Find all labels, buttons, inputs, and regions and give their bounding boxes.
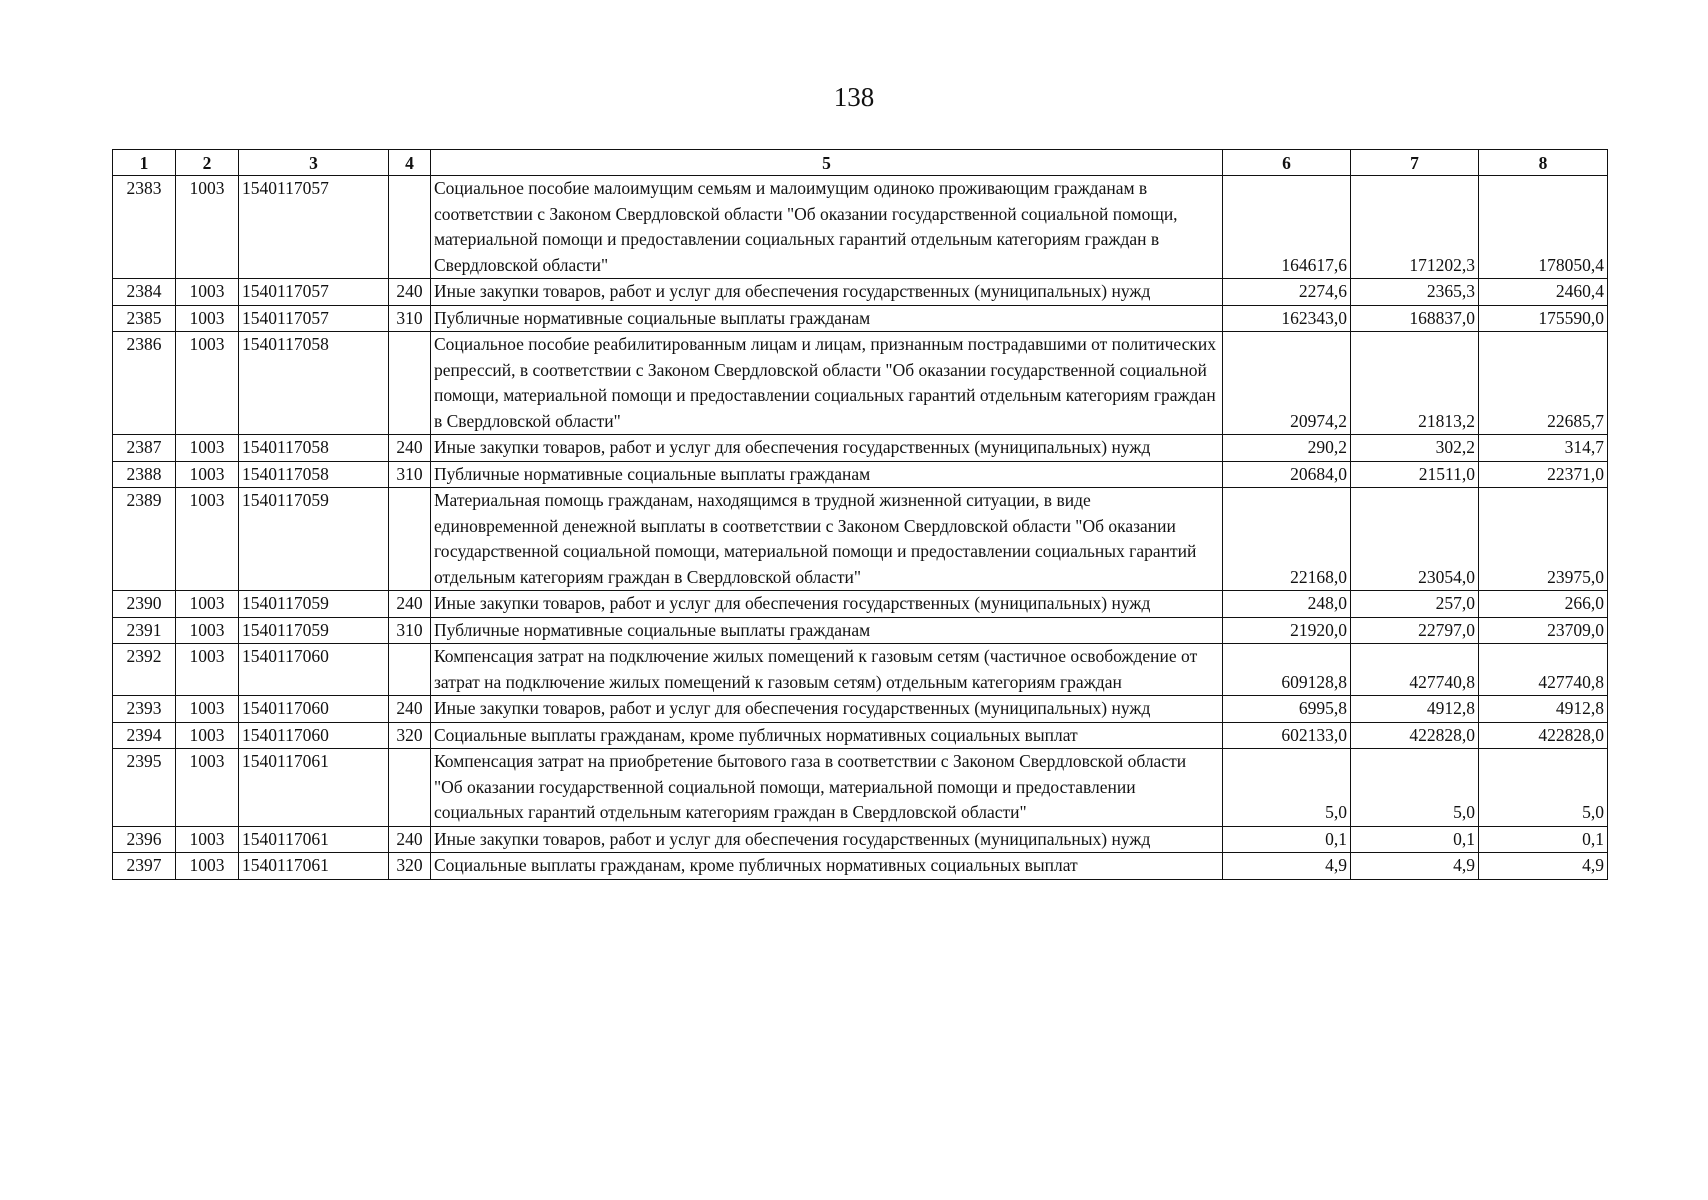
row-number-cell: 2390 — [113, 591, 176, 618]
table-row — [113, 279, 1608, 306]
target-article-cell: 1540117061 — [239, 749, 389, 827]
section-code-cell: 1003 — [176, 644, 239, 696]
amount-col8-cell: 23709,0 — [1479, 617, 1608, 644]
section-code-cell: 1003 — [176, 591, 239, 618]
amount-col6-cell: 4,9 — [1223, 853, 1351, 880]
row-number-cell: 2391 — [113, 617, 176, 644]
table-row — [113, 435, 1608, 462]
header-cell: 3 — [239, 150, 389, 176]
expense-kind-cell: 320 — [389, 853, 431, 880]
amount-col6-cell: 0,1 — [1223, 826, 1351, 853]
row-number-cell: 2393 — [113, 696, 176, 723]
row-number-cell: 2389 — [113, 488, 176, 591]
item-name-cell: Социальные выплаты гражданам, кроме публичных нормативных социальных выплат — [431, 722, 1223, 749]
section-code-cell: 1003 — [176, 176, 239, 279]
item-name-cell: Публичные нормативные социальные выплаты гражданам — [431, 461, 1223, 488]
item-name-cell: Иные закупки товаров, работ и услуг для обеспечения государственных (муниципальных) нужд — [431, 435, 1223, 462]
amount-col8-cell: 266,0 — [1479, 591, 1608, 618]
amount-col6-cell: 609128,8 — [1223, 644, 1351, 696]
amount-col7-cell: 2365,3 — [1351, 279, 1479, 306]
item-name-cell: Социальное пособие малоимущим семьям и малоимущим одиноко проживающим гражданам в соответствии с Законом Свердловской области "Об оказании государственной социальной помощи, материальной помощи и предоставлении социальных гарантий отдельным категориям граждан в Свердловской области" — [431, 176, 1223, 279]
table-row — [113, 305, 1608, 332]
amount-col7-cell: 22797,0 — [1351, 617, 1479, 644]
section-code-cell: 1003 — [176, 461, 239, 488]
amount-col8-cell: 2460,4 — [1479, 279, 1608, 306]
amount-col8-cell: 4,9 — [1479, 853, 1608, 880]
row-number-cell: 2392 — [113, 644, 176, 696]
table-row — [113, 722, 1608, 749]
amount-col6-cell: 22168,0 — [1223, 488, 1351, 591]
header-cell: 6 — [1223, 150, 1351, 176]
target-article-cell: 1540117057 — [239, 305, 389, 332]
table-row — [113, 176, 1608, 279]
section-code-cell: 1003 — [176, 435, 239, 462]
section-code-cell: 1003 — [176, 749, 239, 827]
expense-kind-cell: 320 — [389, 722, 431, 749]
header-cell: 1 — [113, 150, 176, 176]
item-name-cell: Социальные выплаты гражданам, кроме публичных нормативных социальных выплат — [431, 853, 1223, 880]
table-row — [113, 461, 1608, 488]
item-name-cell: Компенсация затрат на подключение жилых помещений к газовым сетям (частичное освобождение от затрат на подключение жилых помещений к газовым сетям) отдельным категориям граждан — [431, 644, 1223, 696]
expense-kind-cell — [389, 332, 431, 435]
header-cell: 4 — [389, 150, 431, 176]
target-article-cell: 1540117059 — [239, 488, 389, 591]
row-number-cell: 2394 — [113, 722, 176, 749]
table-row — [113, 644, 1608, 696]
amount-col8-cell: 422828,0 — [1479, 722, 1608, 749]
target-article-cell: 1540117058 — [239, 332, 389, 435]
row-number-cell: 2395 — [113, 749, 176, 827]
amount-col6-cell: 20974,2 — [1223, 332, 1351, 435]
row-number-cell: 2388 — [113, 461, 176, 488]
amount-col7-cell: 4,9 — [1351, 853, 1479, 880]
amount-col8-cell: 4912,8 — [1479, 696, 1608, 723]
expense-kind-cell: 240 — [389, 591, 431, 618]
expense-kind-cell: 310 — [389, 617, 431, 644]
expense-kind-cell: 310 — [389, 461, 431, 488]
page-number: 138 — [833, 82, 875, 112]
table-row — [113, 591, 1608, 618]
target-article-cell: 1540117060 — [239, 644, 389, 696]
amount-col8-cell: 427740,8 — [1479, 644, 1608, 696]
amount-col7-cell: 171202,3 — [1351, 176, 1479, 279]
table-row — [113, 332, 1608, 435]
section-code-cell: 1003 — [176, 853, 239, 880]
amount-col6-cell: 602133,0 — [1223, 722, 1351, 749]
expense-kind-cell — [389, 644, 431, 696]
amount-col7-cell: 422828,0 — [1351, 722, 1479, 749]
row-number-cell: 2385 — [113, 305, 176, 332]
section-code-cell: 1003 — [176, 696, 239, 723]
table-row — [113, 617, 1608, 644]
table-row — [113, 749, 1608, 827]
item-name-cell: Компенсация затрат на приобретение бытового газа в соответствии с Законом Свердловской области "Об оказании государственной социальной помощи, материальной помощи и предоставлении социальных гарантий отдельным категориям граждан в Свердловской области" — [431, 749, 1223, 827]
expense-kind-cell — [389, 749, 431, 827]
target-article-cell: 1540117060 — [239, 722, 389, 749]
row-number-cell: 2386 — [113, 332, 176, 435]
amount-col6-cell: 5,0 — [1223, 749, 1351, 827]
amount-col7-cell: 5,0 — [1351, 749, 1479, 827]
expense-kind-cell: 310 — [389, 305, 431, 332]
section-code-cell: 1003 — [176, 488, 239, 591]
item-name-cell: Иные закупки товаров, работ и услуг для обеспечения государственных (муниципальных) нужд — [431, 696, 1223, 723]
amount-col7-cell: 21511,0 — [1351, 461, 1479, 488]
budget-table — [112, 149, 1608, 880]
target-article-cell: 1540117061 — [239, 853, 389, 880]
target-article-cell: 1540117057 — [239, 176, 389, 279]
amount-col8-cell: 23975,0 — [1479, 488, 1608, 591]
row-number-cell: 2384 — [113, 279, 176, 306]
table-body — [113, 176, 1608, 880]
target-article-cell: 1540117058 — [239, 461, 389, 488]
amount-col6-cell: 6995,8 — [1223, 696, 1351, 723]
amount-col6-cell: 164617,6 — [1223, 176, 1351, 279]
amount-col6-cell: 248,0 — [1223, 591, 1351, 618]
amount-col7-cell: 0,1 — [1351, 826, 1479, 853]
amount-col6-cell: 2274,6 — [1223, 279, 1351, 306]
amount-col8-cell: 314,7 — [1479, 435, 1608, 462]
target-article-cell: 1540117061 — [239, 826, 389, 853]
amount-col8-cell: 22685,7 — [1479, 332, 1608, 435]
table-row — [113, 826, 1608, 853]
amount-col7-cell: 21813,2 — [1351, 332, 1479, 435]
amount-col7-cell: 4912,8 — [1351, 696, 1479, 723]
target-article-cell: 1540117059 — [239, 591, 389, 618]
amount-col6-cell: 162343,0 — [1223, 305, 1351, 332]
row-number-cell: 2397 — [113, 853, 176, 880]
section-code-cell: 1003 — [176, 722, 239, 749]
item-name-cell: Материальная помощь гражданам, находящимся в трудной жизненной ситуации, в виде единовременной денежной выплаты в соответствии с Законом Свердловской области "Об оказании государственной социальной помощи, материальной помощи и предоставлении социальных гарантий отдельным категориям граждан в Свердловской области" — [431, 488, 1223, 591]
section-code-cell: 1003 — [176, 617, 239, 644]
target-article-cell: 1540117060 — [239, 696, 389, 723]
header-row — [113, 150, 1608, 176]
expense-kind-cell: 240 — [389, 279, 431, 306]
section-code-cell: 1003 — [176, 305, 239, 332]
expense-kind-cell — [389, 176, 431, 279]
item-name-cell: Публичные нормативные социальные выплаты гражданам — [431, 617, 1223, 644]
header-cell: 8 — [1479, 150, 1608, 176]
table-row — [113, 696, 1608, 723]
row-number-cell: 2396 — [113, 826, 176, 853]
amount-col7-cell: 302,2 — [1351, 435, 1479, 462]
amount-col6-cell: 290,2 — [1223, 435, 1351, 462]
header-cell: 7 — [1351, 150, 1479, 176]
section-code-cell: 1003 — [176, 332, 239, 435]
item-name-cell: Публичные нормативные социальные выплаты гражданам — [431, 305, 1223, 332]
row-number-cell: 2383 — [113, 176, 176, 279]
row-number-cell: 2387 — [113, 435, 176, 462]
section-code-cell: 1003 — [176, 279, 239, 306]
target-article-cell: 1540117059 — [239, 617, 389, 644]
amount-col8-cell: 178050,4 — [1479, 176, 1608, 279]
item-name-cell: Иные закупки товаров, работ и услуг для обеспечения государственных (муниципальных) нужд — [431, 591, 1223, 618]
header-cell: 5 — [431, 150, 1223, 176]
expense-kind-cell: 240 — [389, 435, 431, 462]
table-header — [113, 150, 1608, 176]
section-code-cell: 1003 — [176, 826, 239, 853]
expense-kind-cell: 240 — [389, 696, 431, 723]
amount-col8-cell: 0,1 — [1479, 826, 1608, 853]
target-article-cell: 1540117058 — [239, 435, 389, 462]
amount-col8-cell: 175590,0 — [1479, 305, 1608, 332]
amount-col8-cell: 5,0 — [1479, 749, 1608, 827]
amount-col7-cell: 168837,0 — [1351, 305, 1479, 332]
expense-kind-cell: 240 — [389, 826, 431, 853]
table-row — [113, 488, 1608, 591]
amount-col7-cell: 23054,0 — [1351, 488, 1479, 591]
target-article-cell: 1540117057 — [239, 279, 389, 306]
table-row — [113, 853, 1608, 880]
item-name-cell: Иные закупки товаров, работ и услуг для обеспечения государственных (муниципальных) нужд — [431, 826, 1223, 853]
amount-col6-cell: 21920,0 — [1223, 617, 1351, 644]
amount-col8-cell: 22371,0 — [1479, 461, 1608, 488]
item-name-cell: Иные закупки товаров, работ и услуг для обеспечения государственных (муниципальных) нужд — [431, 279, 1223, 306]
amount-col6-cell: 20684,0 — [1223, 461, 1351, 488]
amount-col7-cell: 427740,8 — [1351, 644, 1479, 696]
expense-kind-cell — [389, 488, 431, 591]
amount-col7-cell: 257,0 — [1351, 591, 1479, 618]
header-cell: 2 — [176, 150, 239, 176]
item-name-cell: Социальное пособие реабилитированным лицам и лицам, признанным пострадавшими от политических репрессий, в соответствии с Законом Свердловской области "Об оказании государственной социальной помощи, материальной помощи и предоставлении социальных гарантий отдельным категориям граждан в Свердловской области" — [431, 332, 1223, 435]
